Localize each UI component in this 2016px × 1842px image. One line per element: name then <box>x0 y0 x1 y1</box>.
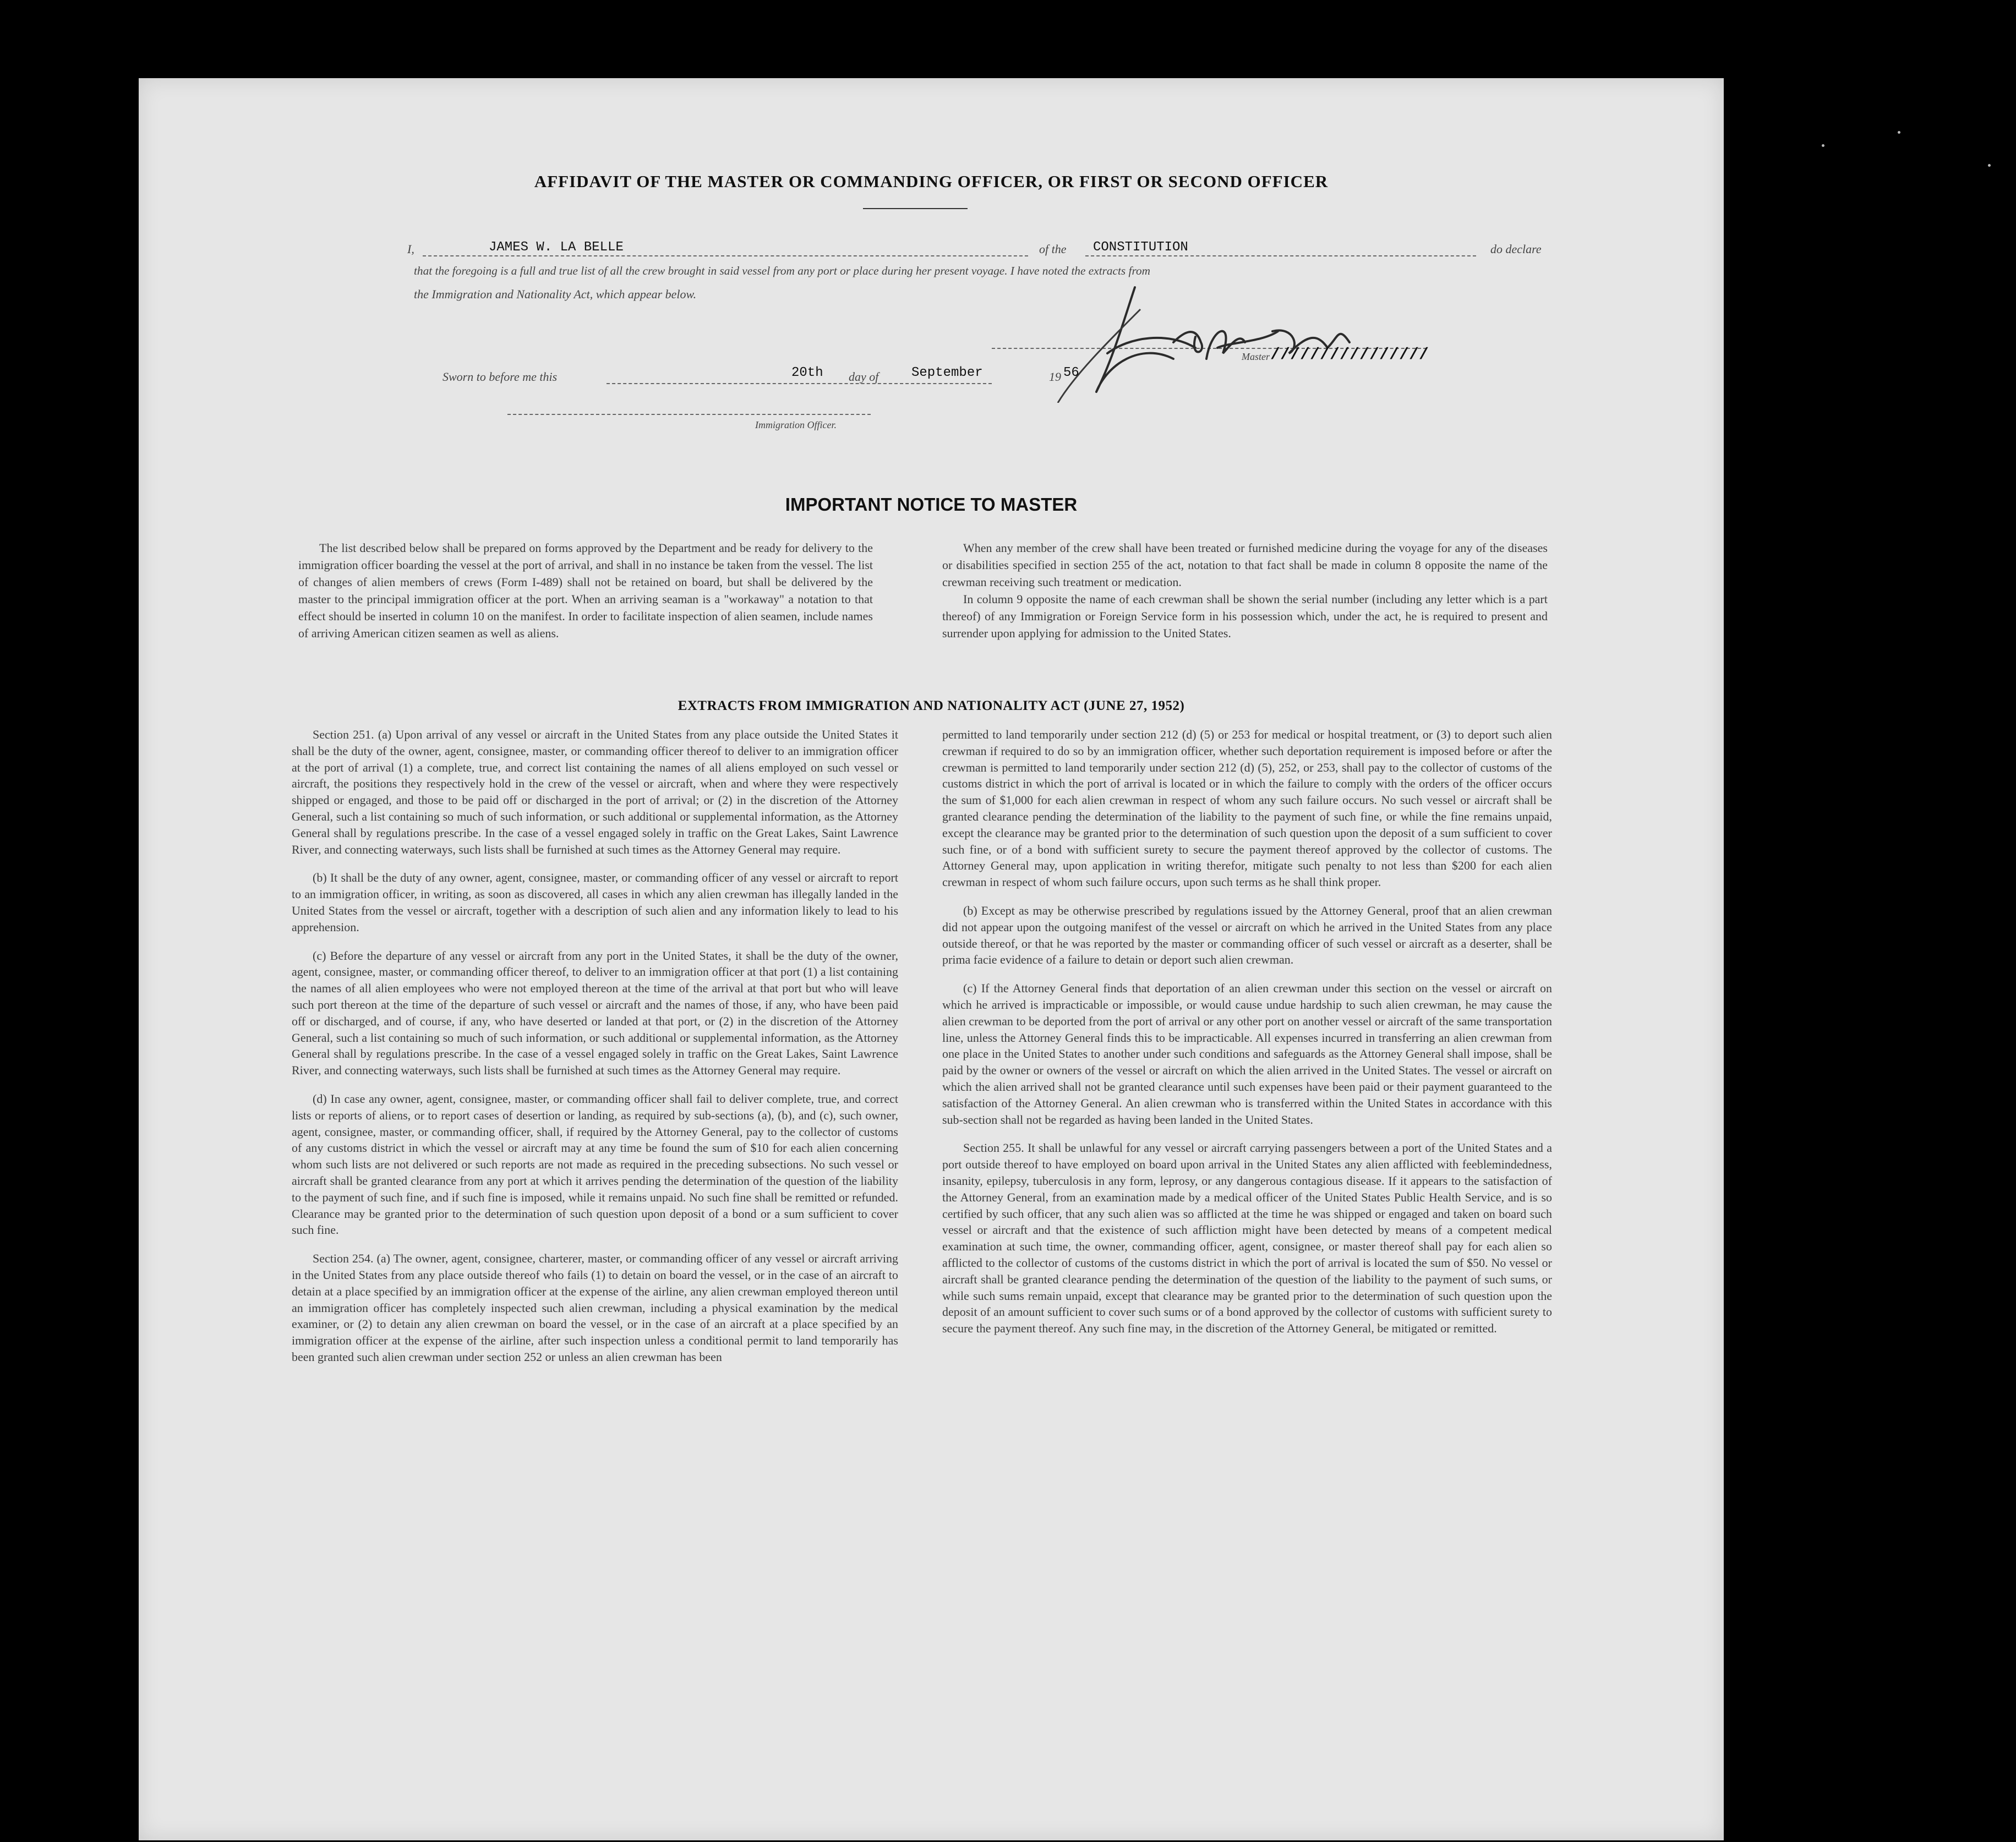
name-underline <box>423 255 1028 256</box>
extracts-left-column <box>292 726 898 1365</box>
extract-paragraph: (c) If the Attorney General finds that deportation of an alien crewman under this section on the vessel or aircraft on which he arrived is impracticable or impossible, or would cause undue hardship to such alien crewman, he may cause the alien crewman to be deported from the port of arrival or any other port on another vessel or aircraft of the same transportation line, unless the Attorney General finds this to be impracticable. All expenses incurred in transferring an alien crewman from one place in the United States to another under such conditions and safeguards as the Attorney General shall impose, shall be paid by the owner or owners of the vessel or aircraft on which the alien arrived in the United States. The vessel or aircraft on which the alien arrived shall not be granted clearance until such expenses have been paid or their payment guaranteed to the satisfaction of the Attorney General. An alien crewman who is transferred within the United States in accordance with this sub-section shall not be regarded as having been landed in the United States. <box>942 981 1552 1127</box>
notice-right-paragraph-1: When any member of the crew shall have been treated or furnished medicine during the voyage for any of the diseases or disabilities specified in section 255 of the act, notation to that fact shall be made in column 8 opposite the name of the crewman receiving such treatment or medication. <box>942 541 1548 589</box>
immigration-officer-line <box>507 414 871 415</box>
immigration-officer-label: Immigration Officer. <box>755 419 837 430</box>
master-strikeout: //////////////// <box>1270 346 1429 364</box>
extract-paragraph: Section 254. (a) The owner, agent, consignee, charterer, master, or commanding officer of any vessel or aircraft arriving in the United States from any place outside thereof who fails (1) to detain on board the vessel, or in the case of an aircraft to detain at a place specified by an immigration officer at the expense of the airline, any alien crewman employed thereon until an immigration officer has completely inspected such alien crewman, including a physical examination by the medical examiner, or (2) to detain any alien crewman on board the vessel, or in the case of an aircraft at a place specified by an immigration officer at the expense of the airline, after such inspection unless a conditional permit to land temporarily has been granted such alien crewman under section 252 or unless an alien crewman has been <box>292 1251 898 1364</box>
do-declare-label: do declare <box>1490 242 1542 256</box>
extract-paragraph: (c) Before the departure of any vessel or aircraft from any port in the United States, it shall be the duty of the owner, agent, consignee, master, or commanding officer thereof, to deliver to an immigration officer at that port (1) a list containing the names of all alien employees who were not employed thereon at the time of the arrival at that port but who will leave such port thereon at the time of the departure of such vessel or aircraft and the names of those, if any, who have been paid off or discharged, and of course, if any, who have deserted or landed at that port, or (2) in the discretion of the Attorney General, such a list containing so much of such information, or such additional or supplemental information, as the Attorney General shall by regulations prescribe. In the case of a vessel engaged solely in traffic on the Great Lakes, Saint Lawrence River, and connecting waterways, such lists shall be furnished at such times as the Attorney General may require. <box>292 948 898 1078</box>
declaration-line-1: that the foregoing is a full and true list of all the crew brought in said vessel from any port or place during her present voyage. I have noted the extracts from <box>414 264 1150 277</box>
declaration-line-2: the Immigration and Nationality Act, which appear below. <box>414 287 697 301</box>
document-page <box>139 78 1724 1840</box>
master-signature <box>1030 276 1427 403</box>
year-prefix: 19 <box>1049 370 1061 384</box>
extract-paragraph: permitted to land temporarily under section 212 (d) (5) or 253 for medical or hospital treatment, or (3) to deport such alien crewman if required to do so by an immigration officer, whether such deportation requirement is imposed before or after the crewman is permitted to land temporarily under section 212 (d) (5), 252, or 253, shall pay to the collector of customs of the customs district in which the port of arrival is located or in which the failure to comply with the orders of the officer occurs the sum of $1,000 for each alien crewman in respect of whom any such failure occurs. No such vessel or aircraft shall be granted clearance pending the determination of the liability to the payment of such fine, or while the fine remains unpaid, except the clearance may be granted prior to the determination of such question upon the deposit of a sum sufficient to cover such fine, or of a bond with sufficient surety to secure the payment thereof approved by the collector of customs. The Attorney General may, upon application in writing therefor, mitigate such penalty to not less than $200 for each alien crewman in respect of whom such failure occurs, upon such terms as he shall think proper. <box>942 728 1552 889</box>
of-the-label: of the <box>1039 242 1067 256</box>
sworn-underline <box>607 383 992 384</box>
extracts-title: EXTRACTS FROM IMMIGRATION AND NATIONALITY ACT (JUNE 27, 1952) <box>678 698 1185 713</box>
scan-speck <box>1988 164 1991 167</box>
notice-right-paragraph-2: In column 9 opposite the name of each crewman shall be shown the serial number (including any letter which is a part thereof) of any Immigration or Foreign Service form in his possession which, under the act, he is required to present and surrender upon applying for admission to the United States. <box>942 592 1548 640</box>
extract-paragraph: (b) It shall be the duty of any owner, agent, consignee, master, or commanding officer of any vessel or aircraft to report to an immigration officer, in writing, as soon as discovered, all cases in which any alien crewman has illegally landed in the United States from the vessel or aircraft, together with a description of such alien and any information likely to lead to his apprehension. <box>292 871 898 934</box>
extract-paragraph: (b) Except as may be otherwise prescribed by regulations issued by the Attorney General, proof that an alien crewman did not appear upon the outgoing manifest of the vessel or aircraft on which he arrived in the United States from any place outside thereof, or that he was reported by the master or commanding officer of such vessel or aircraft as a deserter, shall be prima facie evidence of a failure to detain or deport such alien crewman. <box>942 903 1552 967</box>
year-value: 56 <box>1063 365 1079 380</box>
notice-left-text: The list described below shall be prepared on forms approved by the Department and be ready for delivery to the immigration officer boarding the vessel at the port of arrival, and shall in no instance be taken from the vessel. The list of changes of alien members of crews (Form I-489) shall not be retained on board, but shall be delivered by the master to the principal immigration officer at the port. When an arriving seaman is a "workaway" a notation to that effect should be inserted in column 10 on the manifest. In order to facilitate inspection of alien seamen, include names of arriving American citizen seamen as well as aliens. <box>298 541 873 640</box>
extracts-right-column <box>942 726 1552 1337</box>
master-name-value: JAMES W. LA BELLE <box>489 240 624 255</box>
day-of-label: day of <box>849 370 879 384</box>
master-label: Master <box>1242 351 1270 362</box>
sworn-month-value: September <box>911 365 983 380</box>
extract-paragraph: Section 255. It shall be unlawful for any vessel or aircraft carrying passengers between a port of the United States and a port outside thereof to have employed on board upon arrival in the United States any alien afflicted with feeblemindedness, insanity, epilepsy, tuberculosis in any form, leprosy, or any dangerous contagious disease. If it appears to the satisfaction of the Attorney General, from an examination made by a medical officer of the United States Public Health Service, and is so certified by such officer, that any such alien was so afflicted at the time he was shipped or engaged and taken on board such vessel or aircraft and that the existence of such affliction might have been detected by means of a competent medical examination at such time, the owner, commanding officer, agent, consignee, or master thereof shall pay for each alien so afflicted to the collector of customs of the customs district in which the port of arrival is located the sum of $50. No vessel or aircraft shall be granted clearance pending the determination of the question of the liability to the payment of such sums, or while such sums remain unpaid, except that clearance may be granted prior to the determination of such question upon the deposit of an amount sufficient to cover such sums or of a bond approved by the collector of customs with sufficient surety to secure the payment thereof. Any such fine may, in the discretion of the Attorney General, be mitigated or remitted. <box>942 1141 1552 1336</box>
vessel-name-value: CONSTITUTION <box>1093 240 1188 255</box>
extract-paragraph: (d) In case any owner, agent, consignee, master, or commanding officer shall fail to deliver complete, true, and correct lists or reports of aliens, or to report cases of desertion or landing, as required by sub-sections (a), (b), and (c), such owner, agent, consignee, master, or commanding officer, shall, if required by the Attorney General, pay to the collector of customs of any customs district in which the vessel or aircraft may at any time be found the sum of $10 for each alien concerning whom such lists are not delivered or such reports are not made as required in the preceding subsections. No such vessel or aircraft shall be granted clearance from any port at which it arrives pending the determination of the question of the liability to the payment of such fine, and if such fine is imposed, while it remains unpaid. No such fine shall be remitted or refunded. Clearance may be granted prior to the determination of such question upon deposit of a bond or a sum sufficient to cover such fine. <box>292 1091 898 1237</box>
extract-paragraph: Section 251. (a) Upon arrival of any vessel or aircraft in the United States from any place outside the United States it shall be the duty of the owner, agent, consignee, master, or commanding officer thereof to deliver to an immigration officer at the port of arrival (1) a complete, true, and correct list containing the names of all aliens employed on such vessel or aircraft, the positions they respectively hold in the crew of the vessel or aircraft, when and where they were respectively shipped or engaged, and those to be paid off or discharged in the port of arrival; or (2) in the discretion of the Attorney General, such a list containing so much of such information, or such additional or supplemental information, as the Attorney General shall by regulations prescribe. In the case of a vessel engaged solely in traffic on the Great Lakes, Saint Lawrence River, and connecting waterways, such lists shall be furnished at such times as the Attorney General may require. <box>292 728 898 856</box>
vessel-underline <box>1085 255 1476 256</box>
notice-left-column <box>298 539 873 642</box>
i-label: I, <box>407 242 414 256</box>
affidavit-title: AFFIDAVIT OF THE MASTER OR COMMANDING OFFICER, OR FIRST OR SECOND OFFICER <box>534 172 1329 191</box>
sworn-day-value: 20th <box>791 365 823 380</box>
sworn-label: Sworn to before me this <box>442 370 558 384</box>
scan-speck <box>1822 144 1824 147</box>
notice-title: IMPORTANT NOTICE TO MASTER <box>785 494 1078 515</box>
scan-speck <box>1898 131 1900 134</box>
title-divider <box>863 208 968 209</box>
notice-right-column <box>942 539 1548 642</box>
